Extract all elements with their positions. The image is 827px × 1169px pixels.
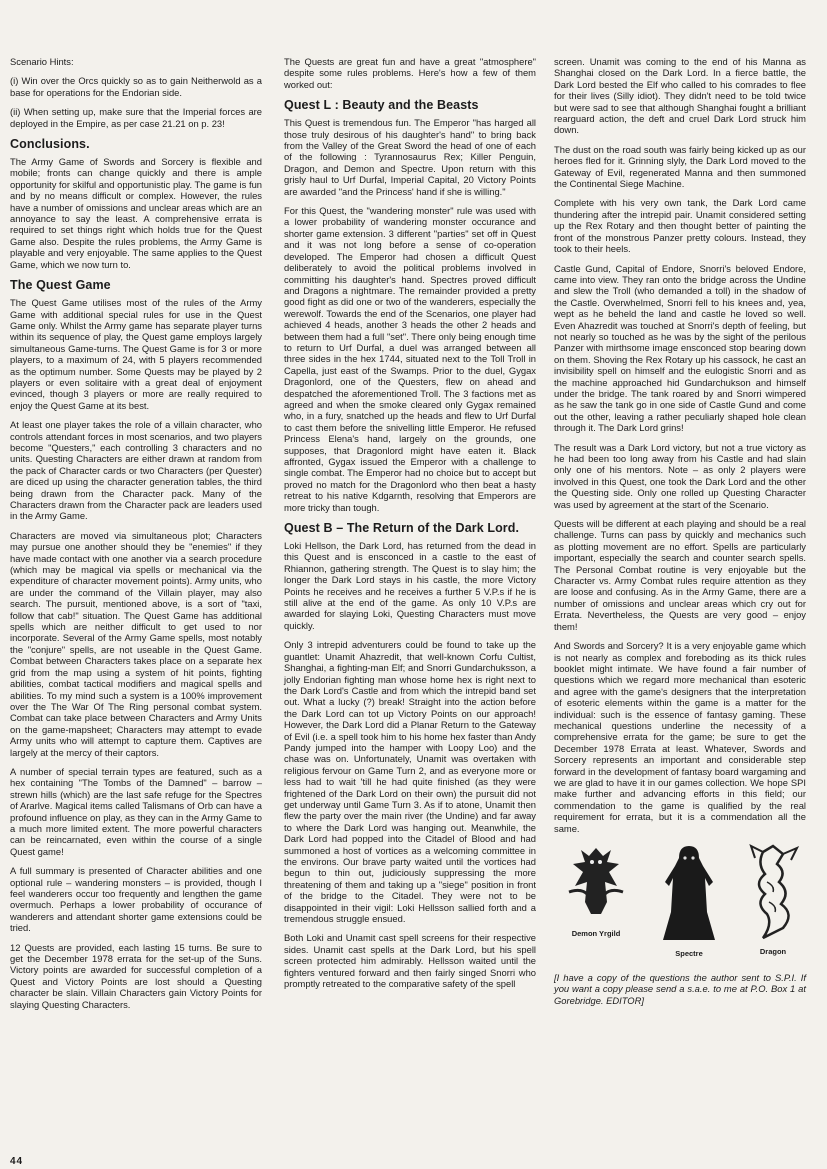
paragraph: At least one player takes the role of a villain character, who controls attendant forces in most scenarios, and two players become "Questers," each controlling 3 characters and no units. Questing Characters are either drawn at random from the pack of Character cards or two Characters (per Quester) are diced up using the character generation tables, the third being drawn from the Character pack. Many of the Characters drawn from the Character pack are leaders used in the Army Game. bbox=[10, 419, 262, 522]
demon-figure bbox=[556, 842, 636, 940]
paragraph: The Quests are great fun and have a great "atmosphere" despite some rules problems. Here's how a few of them worked out: bbox=[284, 56, 536, 90]
paragraph: The Quest Game utilises most of the rules of the Army Game with additional special rules for use in the Quest Game only. Whilst the Army game has separate player turns within its sequence of play, the Quest game employs largely simultaneous Game-turns. The Quest Game is for 3 or more players, to a maximum of 24, with 5 players recommended as the optimum number. Some Quests may be played by 2 players or even solitaire with a great deal of enjoyment evinced, though 3 players or more are really required to enjoy the Quest Game at its best. bbox=[10, 297, 262, 411]
paragraph: Castle Gund, Capital of Endore, Snorri's beloved Endore, came into view. They ran onto the bridge across the Undine and slew the Troll (who demanded a toll) in the shadow of the Castle. Overwhelmed, Snorri fell to his knees and, yea, wept as he beheld the land and castle he loved so well. Even Ahazredit was touched at Snorri's depth of feeling, but not nearly so touched as he was by the sight of the perilous Panzer with mirthsome image ensconced stop bearing down on them. Shoving the Rex Rotary up his cassock, he cast an invisibility spell on himself and the eulogistic Snorri and as the machine approached hid Gundarchukson and himself under the bridge. The tank roared by and Snorri wimpered as he saw the tank go in one side of Castle Gund and come out the other, leaving a rather peculiarly shaped hole clean through it. The Dark Lord grins! bbox=[554, 262, 806, 434]
paragraph: And Swords and Sorcery? It is a very enjoyable game which is not nearly as complex and foreboding as its thick rules booklet might intimate. We have found a fair number of questions which we regard more mechanical than esoteric and agree with the game's designers that the interpretation of esoteric elements within the game is a matter for the individual: such is the essence of fantasy gaming. These mechanical questions underline the necessity of a comprehensive errata for the game; be sure to get the December 1978 Errata at least. Whatever, Swords and Sorcery represents an important and considerable step forward in the development of fantasy board wargaming and we are glad to have it in our games collection. We hope SPI make further and advancing efforts in this field; our commendation to the game is qualified by the real requirement for errata, but it is a commendation all the same. bbox=[554, 640, 806, 834]
paragraph: Only 3 intrepid adventurers could be found to take up the guantlet: Unamit Ahazredit, that well-known Corfu Cultist, Shanghai, a fighting-man Elf; and Snorri Gundarchuksson, a jolly Endorian fighting man whose home hex is right next to the Dark Lord's Castle and from which the intrepid band set out. What a lucky (?) break! Straight into the action before the Dark Lord can tot up Victory Points on our approach! However, the Dark Lord did a Planar Return to the Gateway of Evil (i.e. a spell took him to his home hex faster than Andy Pandy jumped into the hamper with Loopy Loo) and the chase was on. Unfortunately, Unamit was overtaken with religious fervour on Game Turn 2, and as everyone more or less had to wait 'till he had quite finished (as they were frightened of the Dark Lord on their own) the pursuit did not get underway until Game Turn 3. As if to atone, Unamit then flew the party over the main river (the Undine) and far away to where the Dark Lord was hanging out. Meanwhile, the Dark Lord had popped into the Citadel of Blood and had summoned a host of vortices as a welcoming committee in the environs. Our brave party waited until the vortices had begun to thin out, judiciously suppressing the more threatening of them and taking up a "siege" position in front of the bridge to the Citadel. They were not to be disappointed in their vigil: Loki Hellsson sallied forth and a tremendous struggle ensued. bbox=[284, 639, 536, 925]
demon-caption: Demon Yrgild bbox=[571, 929, 621, 939]
page-number: 44 bbox=[10, 1156, 24, 1167]
paragraph: Loki Hellson, the Dark Lord, has returned from the dead in this Quest and is ensconced in a castle to the east of Rhiannon, gathering strength. The Quest is to slay him; the longer the Dark Lord stays in his castle, the more Victory Points he receives and he receives a further 5 V.P.s if he is still alive at the end of the game. As only 10 V.P.s are awarded for slaying Loki, Questing Characters must move quickly. bbox=[284, 540, 536, 631]
paragraph: 12 Quests are provided, each lasting 15 turns. Be sure to get the December 1978 errata for the set-up of the Suns. Victory points are awarded for successful completion of a Quest and Victory Points are lost should a Questing character be slain. Villain Characters gain Victory Points for slaying Questing Characters. bbox=[10, 941, 262, 1010]
editor-note: [I have a copy of the questions the author sent to S.P.I. If you want a copy please send a s.a.e. to me at P.O. Box 1 at Gorebridge. EDITOR] bbox=[554, 972, 806, 1006]
paragraph: Complete with his very own tank, the Dark Lord came thundering after the intrepid pair. Unamit considered setting up the Rex Rotary and then thought better of painting the front of the monstrous Panzer pretty colours. Instead, they took to their heels. bbox=[554, 197, 806, 255]
hint-1: (i) Win over the Orcs quickly so as to gain Neitherwold as a base for operations for the Endorian side. bbox=[10, 75, 262, 98]
heading-conclusions: Conclusions. bbox=[10, 137, 90, 152]
paragraph: For this Quest, the "wandering monster" rule was used with a lower probability of wandering monster occurance and shorter game extension. 3 different "parties" set off in Quest and it was not long before a sense of co-operation developed. The Emperor had chosen a difficult Quest deliberately to avoid the political problems involved in committing his daughter's hand. Spectres proved difficult and Dragons a nightmare. The remainder provided a pretty good fight as did one or two of the wanderers, especially the werewolf. Towards the end of the Scenarios, one player had achieved 4 heads, another 3 heads the other 2 heads and between them had a full "set". There only being enough time to return to Urf Durfal, a duel was arranged between all three sides in the hex 1744, situated next to the Toll Troll in Capella, just east of the Swamps. Prior to the duel, Gygax Dragonlord, one of the Questers, flew on ahead and despatched the aforementioned Troll. The 3 factions met as agreed and when the smoke cleared only Gygax remained who, in a fury, snatched up the heads and flew to Urf Durfal to cast them before the snivelling little Emperor. He refused Princess Elena's hand, largely on the grounds, one supposes, that Dragonlord might have eaten it. Black affronted, Gygax issued the Emperor with a challenge to single combat. The Emperor had no choice but to accept but proved no match for the Dragonlord who then beat a hasty retreat to his native Kdgarnth, resolving that Emperors are more tricky than tough. bbox=[284, 205, 536, 513]
heading-quest-l: Quest L : Beauty and the Beasts bbox=[284, 98, 479, 113]
column-3 bbox=[554, 56, 806, 1014]
heading-quest-game: The Quest Game bbox=[10, 278, 111, 293]
paragraph: A full summary is presented of Character abilities and one optional rule – wandering monsters – is provided, though I feel wanderers occur too frequently and lengthen the game overmuch. Perhaps a lower probability of occurance of wanderers and attendant shorter game extensions could be tried. bbox=[10, 865, 262, 934]
column-1 bbox=[10, 56, 262, 1018]
dragon-figure bbox=[740, 842, 806, 958]
paragraph: The Army Game of Swords and Sorcery is flexible and mobile; fronts can change quickly and there is ample opportunity for skilful and opportunistic play. The game is fun and by no means difficult or complex. However, the rules have a number of omissions and unclear areas which are an annoyance to say the least. A comprehensive errata is required to set things right which holds true for the Quest Game also. Despite the rules problems, the Army Game is playable and very enjoyable. The same applies to the Quest Game, which we now turn to. bbox=[10, 156, 262, 270]
spectre-figure bbox=[654, 842, 724, 960]
dragon-caption: Dragon bbox=[759, 947, 787, 957]
paragraph: Both Loki and Unamit cast spell screens for their respective sides. Unamit cast spells at the Dark Lord, but his spell screen protected him admirably. Hellsson waited until the fighters ventured forward and then fairly singed Snorri who promptly retreated to the comparative safety of the spell bbox=[284, 932, 536, 990]
hint-2: (ii) When setting up, make sure that the Imperial forces are deployed in the Empire, as per case 21.21 on p. 23! bbox=[10, 106, 262, 129]
spectre-illustration bbox=[659, 842, 719, 944]
heading-quest-b: Quest B – The Return of the Dark Lord. bbox=[284, 521, 520, 536]
demon-illustration bbox=[561, 842, 631, 924]
paragraph: screen. Unamit was coming to the end of his Manna as Shanghai closed on the Dark Lord. In a fierce battle, the Dark Lord bested the Elf who called to his comrades to flee for their lives (Silly idiot). They didn't need to be told twice but were sad to see that although Shanghai fought a brilliant rearguard action, the deft and cruel Dark Lord struck him down. bbox=[554, 56, 806, 136]
paragraph: Quests will be different at each playing and should be a real challenge. Turns can pass by quickly and mechanics such as plotting movement are no effort. Spells are particularly important, especially the search and counter search spells. The Personal Combat routine is very enjoyable but the Character vs. Army Combat rules require attention as they are loose and confusing. As in the Army Game, there are a number of omissions and unclear areas which cry out for Errata. Nevertheless, the Quests are very good – enjoy them! bbox=[554, 518, 806, 632]
scenario-hints-heading: Scenario Hints: bbox=[10, 56, 74, 67]
paragraph: The dust on the road south was fairly being kicked up as our heroes fled for it. Grinning slyly, the Dark Lord moved to the Gateway of Evil, regenerated Manna and then summoned the Continental Siege Machine. bbox=[554, 143, 806, 190]
dragon-illustration bbox=[743, 842, 803, 942]
paragraph: This Quest is tremendous fun. The Emperor "has harged all those truly desirous of his daughter's hand" to bring back from the Valley of the Great Sword the head of one of each of the following : Tyrannosaurus Rex; Killer Penguin, Dragon, and Demon and Spectre. Upon return with this grisly haul to Urf Durfal, Imperial Capital, 20 Victory Points are awarded "and the Princess' hand if she is willing." bbox=[284, 117, 536, 197]
paragraph: The result was a Dark Lord victory, but not a true victory as he had been too long away from his Castle and had slain only one of his mentors. Note – as only 2 players were involved in this Quest, one took the Dark Lord and the other the Questing side. Only one rolled up Questing Character was used by agreement at the start of the Scenario. bbox=[554, 441, 806, 510]
paragraph: Characters are moved via simultaneous plot; Characters may pursue one another should they be "enemies" if they have made contact with one another via a search procedure (which may be magical via spells or mechanical via the expenditure of character movement points). Army units, who are under the command of the Villain player, may also search. The pursuit, mentioned above, is a sort of "taxi, follow that cab!" situation. The Quest Game has additional spells which are neither difficult to get used to nor incorporate. Several of the Army Game spells, most notably the "conjure" spells, are not useable in the Quest Game. Combat between Characters takes place on a separate hex grid from the map using a system of hit points, fighting abilities, combat tactical modifiers and magical spells and abilities. To my mind such a system is a 100% improvement over the The War Of The Ring personal combat system. Combat can take place between Characters and Army Units on the game-mapsheet; Characters may attempt to evade Army units who will attempt to capture them. Captives are largely at the mercy of their captors. bbox=[10, 529, 262, 758]
paragraph: A number of special terrain types are featured, such as a hex containing "The Tombs of the Damned" – barrow – strewn hills (which) are the last safe refuge for the Spectres of Ararlve. Magical items called Talismans of Orb can have a profound influence on play, as they can in the Army Game to a much more limited extent. The more powerful characters can be reincarnated, even within the course of a single Quest game! bbox=[10, 765, 262, 857]
spectre-caption: Spectre bbox=[675, 949, 703, 959]
illustrations bbox=[554, 842, 806, 972]
column-2 bbox=[284, 56, 536, 997]
